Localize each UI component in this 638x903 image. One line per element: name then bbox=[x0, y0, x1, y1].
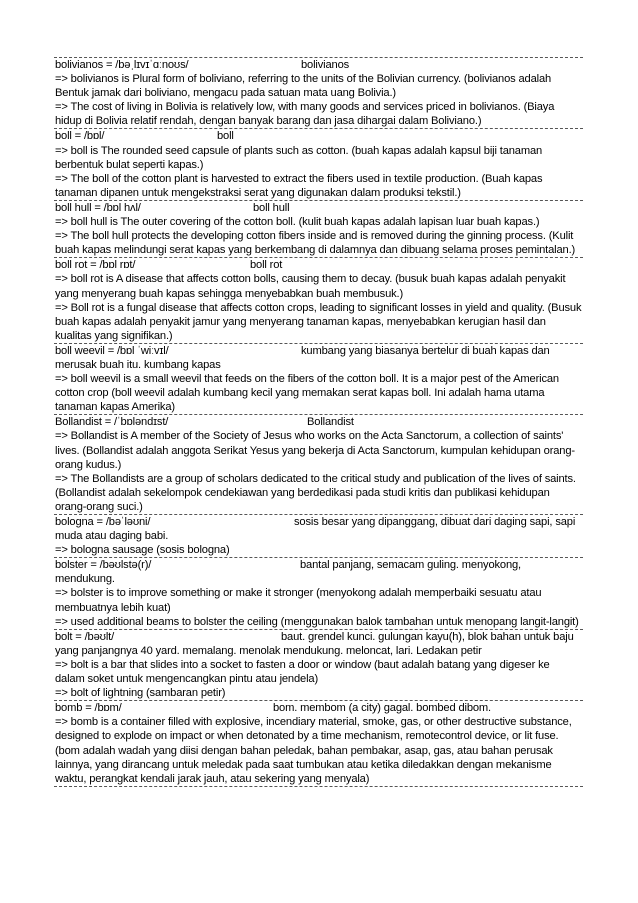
entry-gloss: boll bbox=[217, 130, 234, 143]
entry-gloss: baut. grendel kunci. gulungan kayu(h), blok bahan untuk baju yang panjangnya 40 yard. memalang. menolak mendukung. meloncat, lari. Ledakan petir bbox=[55, 630, 574, 657]
entry-headline bbox=[55, 630, 582, 658]
entry-example-line: => used additional beams to bolster the ceiling (menggunakan balok tambahan untuk menopang langit-langit) bbox=[55, 615, 579, 628]
entry-example-line: => bolt of lightning (sambaran petir) bbox=[55, 687, 226, 700]
entry-headline bbox=[55, 58, 582, 72]
entry-example-line: => bolivianos is Plural form of boliviano, referring to the units of the Bolivian currency. (bolivianos adalah Bentuk jamak dari boliviano, mengacu pada satuan mata uang Bolivia.) bbox=[55, 73, 552, 100]
entry-gloss: bolivianos bbox=[301, 59, 350, 71]
entry-example-line: => boll rot is A disease that affects cotton bolls, causing them to decay. (busuk buah kapas adalah penyakit yang menyerang buah kapas sehingga menyebabkan buah membusuk.) bbox=[55, 273, 566, 300]
dictionary-entry bbox=[54, 257, 583, 343]
entry-example-line: => Boll rot is a fungal disease that affects cotton crops, leading to significant losses in yield and quality. (Busuk buah kapas adalah penyakit jamur yang menyerang tanaman kapas, menyebabkan kerugian hasil dan kualitas yang signifikan.) bbox=[55, 301, 582, 342]
entry-example-line: => The cost of living in Bolivia is relatively low, with many goods and services priced in bolivianos. (Biaya hidup di Bolivia relatif rendah, dengan banyak barang dan jasa dihargai dalam Boliviano.) bbox=[55, 101, 555, 128]
dictionary-entry bbox=[54, 128, 583, 199]
dictionary-entry bbox=[54, 700, 583, 787]
entry-headword: boll hull = /bɒl hʌl/ bbox=[55, 201, 141, 214]
entry-example-line: => Bollandist is A member of the Society of Jesus who works on the Acta Sanctorum, a collection of saints' lives. (Bollandist adalah anggota Serikat Yesus yang bekerja di Acta Sanctorum, kumpulan kehidupan orang-orang kudus.) bbox=[55, 430, 575, 471]
entry-headword: boll rot = /bɒl rɒt/ bbox=[55, 259, 136, 272]
dictionary-entry bbox=[54, 200, 583, 257]
entry-example-line: => boll weevil is a small weevil that feeds on the fibers of the cotton boll. It is a major pest of the American cotton crop (boll weevil adalah kumbang kecil yang memakan serat kapas boll. Ini adalah hama utama tanaman kapas Amerika) bbox=[55, 373, 559, 414]
entry-headline bbox=[55, 515, 582, 543]
entry-example-line: => The Bollandists are a group of scholars dedicated to the critical study and publication of the lives of saints. (Bollandist adalah sekelompok cendekiawan yang berdedikasi pada studi kritis dan publikasi kehidupan orang-orang suci.) bbox=[55, 472, 576, 513]
entry-headword: bolivianos = /bəˌlɪvɪˈɑːnoʊs/ bbox=[55, 59, 189, 71]
entry-headword: Bollandist = /ˈbɒləndɪst/ bbox=[55, 416, 169, 429]
entry-example-line: => The boll hull protects the developing cotton fibers inside and is removed during the ginning process. (Kulit buah kapas melindungi serat kapas yang berkembang di dalamnya dan dibuang selama proses pemintalan.) bbox=[55, 230, 576, 257]
entry-headword: boll = /bɒl/ bbox=[55, 130, 105, 143]
entry-gloss: boll rot bbox=[250, 259, 283, 272]
dictionary-page bbox=[54, 57, 583, 787]
entry-gloss: bantal panjang, semacam guling. menyokong, mendukung. bbox=[55, 559, 521, 586]
entry-headline bbox=[55, 415, 582, 429]
entry-example-line: => boll is The rounded seed capsule of plants such as cotton. (buah kapas adalah kapsul biji tanaman berbentuk bulat seperti kapas.) bbox=[55, 144, 543, 171]
entry-headword: bologna = /bəˈləʊni/ bbox=[55, 516, 151, 528]
entry-gloss: sosis besar yang dipanggang, dibuat dari daging sapi, sapi muda atau daging babi. bbox=[55, 516, 576, 543]
entry-example-line: => The boll of the cotton plant is harvested to extract the fibers used in textile production. (Buah kapas tanaman dipanen untuk mengekstraksi serat yang digunakan dalam produksi tekstil.) bbox=[55, 172, 543, 199]
entry-gloss: kumbang yang biasanya bertelur di buah kapas dan merusak buah itu. kumbang kapas bbox=[55, 344, 550, 371]
entry-gloss: bom. membom (a city) gagal. bombed dibom. bbox=[273, 702, 491, 715]
entry-example-line: => bomb is a container filled with explosive, incendiary material, smoke, gas, or other destructive substance, designed to explode on impact or when detonated by a time mechanism, remotecontrol device, or lit fuse. (bom adalah wadah yang diisi dengan bahan peledak, bahan pembakar, asap, gas, atau bahan perusak lainnya, yang dirancang untuk meledak pada saat tumbukan atau ketika diledakkan dengan mekanisme waktu, perangkat kendali jarak jauh, atau sekering yang menyala) bbox=[55, 716, 572, 785]
entry-headline bbox=[55, 344, 582, 372]
dictionary-entry bbox=[54, 414, 583, 514]
entry-headline bbox=[55, 701, 582, 715]
entry-headword: bolster = /bəʊlstə(r)/ bbox=[55, 559, 152, 572]
entry-headline bbox=[55, 558, 582, 586]
dictionary-entry bbox=[54, 514, 583, 557]
entry-example-line: => bolt is a bar that slides into a socket to fasten a door or window (baut adalah batang yang digeser ke dalam soket untuk mengencangkan pintu atau jendela) bbox=[55, 658, 550, 686]
entry-headword: bolt = /bəʊlt/ bbox=[55, 630, 115, 643]
entry-headline bbox=[55, 201, 582, 215]
entry-gloss: boll hull bbox=[253, 201, 290, 214]
entry-headline bbox=[55, 258, 582, 272]
entry-headword: boll weevil = /bɒl ˈwiːvɪl/ bbox=[55, 344, 169, 357]
dictionary-entry bbox=[54, 557, 583, 628]
entry-gloss: Bollandist bbox=[307, 416, 354, 429]
entry-example-line: => bolster is to improve something or make it stronger (menyokong adalah memperbaiki sesuatu atau membuatnya lebih kuat) bbox=[55, 587, 542, 614]
dictionary-entry bbox=[54, 343, 583, 414]
dictionary-entry bbox=[54, 57, 583, 128]
entry-example-line: => bologna sausage (sosis bologna) bbox=[55, 544, 230, 557]
dictionary-entry bbox=[54, 629, 583, 700]
entry-headword: bomb = /bɒm/ bbox=[55, 702, 122, 715]
entry-headline bbox=[55, 129, 582, 143]
entry-example-line: => boll hull is The outer covering of the cotton boll. (kulit buah kapas adalah lapisan luar buah kapas.) bbox=[55, 216, 540, 229]
